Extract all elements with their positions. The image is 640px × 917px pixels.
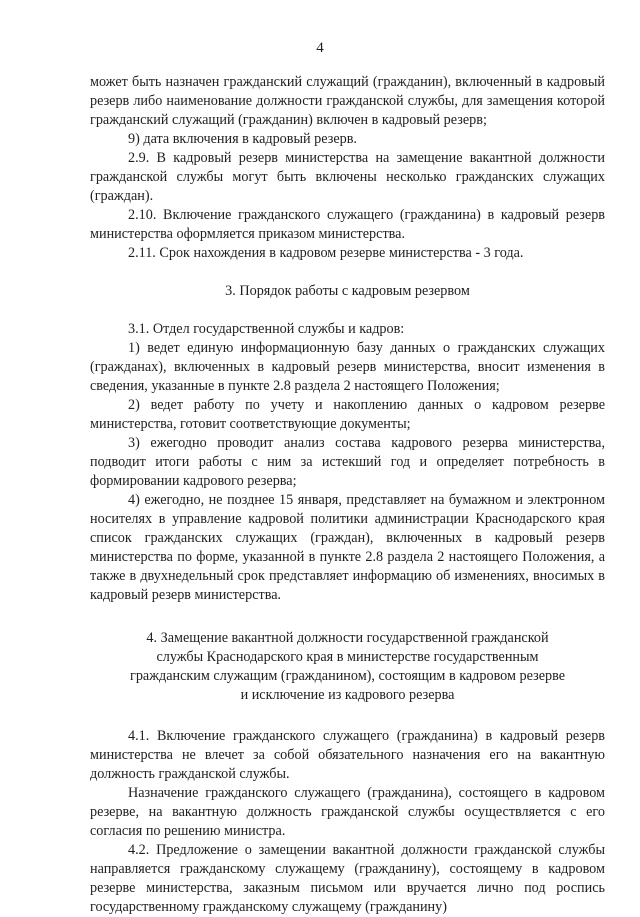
clause-4-1-appointment: Назначение гражданского служащего (гражданина), состоящего в кадровом резерве, на вакантную должность гражданской службы осуществляется с его согласия по решению министра. (90, 785, 605, 839)
list-item-2: 2) ведет работу по учету и накоплению данных о кадровом резерве министерства, готовит соответствующие документы; (90, 397, 605, 432)
list-item-3: 3) ежегодно проводит анализ состава кадрового резерва министерства, подводит итоги работы с ним за истекший год и определяет потребность в формировании кадрового резерва; (90, 435, 605, 489)
section-3-heading: 3. Порядок работы с кадровым резервом (225, 283, 470, 299)
page-body (90, 73, 605, 917)
section-4-heading: 4. Замещение вакантной должности государственной гражданской службы Краснодарского края в министерстве государственным гражданским служащим (гражданином), состоящим в кадровом резерве и исключение из кадрового резерва (130, 630, 565, 703)
clause-3-1: 3.1. Отдел государственной службы и кадров: (128, 321, 405, 337)
page-number: 4 (316, 40, 324, 56)
list-item-9: 9) дата включения в кадровый резерв. (128, 131, 357, 147)
clause-4-2: 4.2. Предложение о замещении вакантной должности гражданской службы направляется гражданскому служащему (гражданину), состоящему в кадровом резерве министерства, заказным письмом или вручается лично под роспись государственному гражданскому служащему (гражданину) (90, 842, 605, 915)
clause-2-9: 2.9. В кадровый резерв министерства на замещение вакантной должности гражданской службы могут быть включены несколько гражданских служащих (граждан). (90, 150, 605, 204)
list-item-4: 4) ежегодно, не позднее 15 января, представляет на бумажном и электронном носителях в управление кадровой политики администрации Краснодарского края список гражданских служащих (граждан), включенных в кадровый резерв министерства по форме, указанной в пункте 2.8 раздела 2 настоящего Положения, а также в двухнедельный срок представляет информацию об изменениях, вносимых в кадровый резерв министерства. (90, 492, 605, 603)
list-item-1: 1) ведет единую информационную базу данных о гражданских служащих (гражданах), включенных в кадровый резерв министерства, вносит изменения в сведения, указанные в пункте 2.8 раздела 2 настоящего Положения; (90, 340, 605, 394)
clause-4-1: 4.1. Включение гражданского служащего (гражданина) в кадровый резерв министерства не влечет за собой обязательного назначения его на вакантную должность гражданской службы. (90, 728, 605, 782)
clause-2-10: 2.10. Включение гражданского служащего (гражданина) в кадровый резерв министерства оформляется приказом министерства. (90, 207, 605, 242)
paragraph-continuation: может быть назначен гражданский служащий (гражданин), включенный в кадровый резерв либо наименование должности гражданской службы, для замещения которой гражданский служащий (гражданин) включен в кадровый резерв; (90, 74, 605, 128)
clause-2-11: 2.11. Срок нахождения в кадровом резерве министерства - 3 года. (128, 245, 524, 261)
